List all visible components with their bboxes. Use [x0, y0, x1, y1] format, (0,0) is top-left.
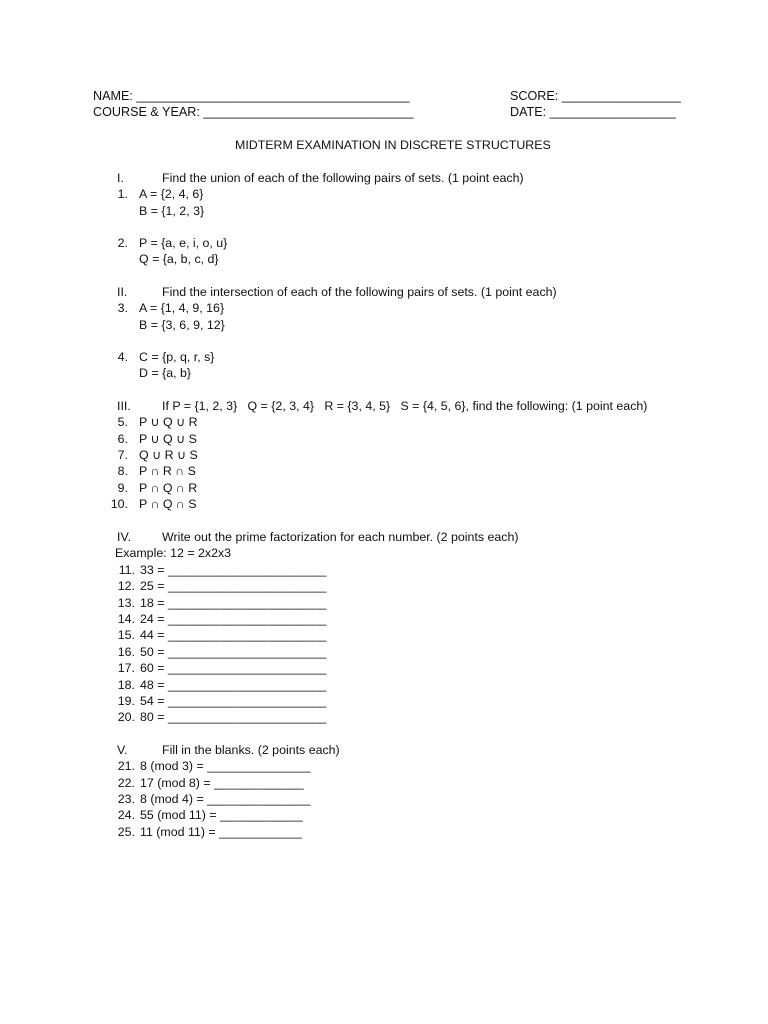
course-year-field-label: COURSE & YEAR: ______________________________ [93, 105, 414, 119]
question-number: 6. [117, 432, 128, 446]
question-number: 20. [117, 710, 135, 724]
question-number: 22. [117, 776, 135, 790]
section-4-numeral: IV. [117, 530, 132, 544]
answer-blank-line[interactable]: 25 = _______________________ [140, 579, 327, 593]
question-number: 15. [117, 628, 135, 642]
date-field-label: DATE: __________________ [510, 105, 676, 119]
section-1-numeral: I. [117, 171, 124, 185]
set-expression: P ∩ Q ∩ R [139, 481, 198, 495]
section-4-instruction: Write out the prime factorization for each number. (2 points each) [162, 530, 519, 544]
question-number: 4. [117, 350, 128, 364]
section-2-instruction: Find the intersection of each of the following pairs of sets. (1 point each) [162, 285, 557, 299]
question-number: 5. [117, 415, 128, 429]
answer-blank-line[interactable]: 54 = _______________________ [140, 694, 327, 708]
answer-blank-line[interactable]: 50 = _______________________ [140, 645, 327, 659]
set-definition: Q = {a, b, c, d} [139, 252, 219, 266]
section-2-numeral: II. [117, 285, 128, 299]
question-number: 8. [117, 464, 128, 478]
section-3-numeral: III. [117, 399, 131, 413]
question-number: 21. [117, 759, 135, 773]
question-number: 10. [110, 497, 128, 511]
set-definition: P = {a, e, i, o, u} [139, 236, 228, 250]
question-number: 12. [117, 579, 135, 593]
set-definition: C = {p, q, r, s} [139, 350, 215, 364]
question-number: 23. [117, 792, 135, 806]
section-3-instruction: If P = {1, 2, 3} Q = {2, 3, 4} R = {3, 4, 5} S = {4, 5, 6}, find the following: (1 point each) [162, 399, 648, 413]
question-number: 17. [117, 661, 135, 675]
question-number: 2. [117, 236, 128, 250]
set-expression: P ∪ Q ∪ S [139, 432, 197, 446]
set-definition: D = {a, b} [139, 366, 192, 380]
set-expression: Q ∪ R ∪ S [139, 448, 198, 462]
question-number: 19. [117, 694, 135, 708]
question-number: 14. [117, 612, 135, 626]
set-expression: P ∩ Q ∩ S [139, 497, 197, 511]
answer-blank-line[interactable]: 44 = _______________________ [140, 628, 327, 642]
answer-blank-line[interactable]: 8 (mod 4) = _______________ [140, 792, 311, 806]
question-number: 7. [117, 448, 128, 462]
set-expression: P ∪ Q ∪ R [139, 415, 198, 429]
set-definition: B = {1, 2, 3} [139, 204, 205, 218]
section-5-instruction: Fill in the blanks. (2 points each) [162, 743, 340, 757]
answer-blank-line[interactable]: 80 = _______________________ [140, 710, 327, 724]
question-number: 11. [118, 563, 135, 577]
name-field-label: NAME: _______________________________________ [93, 89, 410, 103]
answer-blank-line[interactable]: 17 (mod 8) = _____________ [140, 776, 304, 790]
answer-blank-line[interactable]: 24 = _______________________ [140, 612, 327, 626]
answer-blank-line[interactable]: 55 (mod 11) = ____________ [140, 808, 303, 822]
answer-blank-line[interactable]: 11 (mod 11) = ____________ [140, 825, 302, 839]
set-definition: A = {2, 4, 6} [139, 187, 204, 201]
set-expression: P ∩ R ∩ S [139, 464, 196, 478]
question-number: 24. [117, 808, 135, 822]
question-number: 3. [117, 301, 128, 315]
set-definition: B = {3, 6, 9, 12} [139, 318, 225, 332]
answer-blank-line[interactable]: 18 = _______________________ [140, 596, 327, 610]
factorization-example: Example: 12 = 2x2x3 [115, 546, 232, 560]
question-number: 9. [117, 481, 128, 495]
exam-title: MIDTERM EXAMINATION IN DISCRETE STRUCTURES [235, 138, 551, 152]
question-number: 16. [117, 645, 135, 659]
question-number: 18. [117, 678, 135, 692]
section-5-numeral: V. [117, 743, 128, 757]
question-number: 13. [117, 596, 135, 610]
answer-blank-line[interactable]: 33 = _______________________ [140, 563, 327, 577]
answer-blank-line[interactable]: 8 (mod 3) = _______________ [140, 759, 311, 773]
set-definition: A = {1, 4, 9, 16} [139, 301, 225, 315]
score-field-label: SCORE: _________________ [510, 89, 681, 103]
question-number: 1. [117, 187, 128, 201]
answer-blank-line[interactable]: 48 = _______________________ [140, 678, 327, 692]
question-number: 25. [117, 825, 135, 839]
section-1-instruction: Find the union of each of the following pairs of sets. (1 point each) [162, 171, 524, 185]
answer-blank-line[interactable]: 60 = _______________________ [140, 661, 327, 675]
